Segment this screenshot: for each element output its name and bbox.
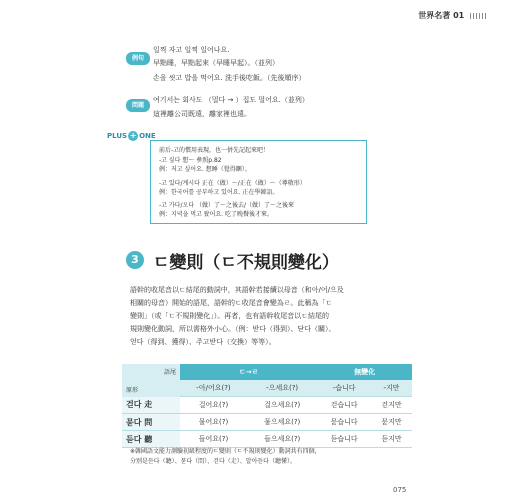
- table-row: [122, 431, 412, 448]
- table-cell: 묻지만: [371, 414, 412, 431]
- box-example-1: 例：저고 싶어요. 想睡（覺得睏）。: [159, 166, 251, 173]
- paragraph-line-3: 變則」（或「ㄷ不規則變化」）。再者，也有語幹收尾音以ㄷ結尾的: [130, 312, 330, 320]
- corner-bottom-label: 原形: [126, 386, 139, 394]
- table-cell: 물어요(?): [180, 414, 247, 431]
- note-line-1: ※韓國語文能力測驗初級程度的ㄷ變則（ㄷ不規則變化）動詞共有四個，: [130, 448, 321, 455]
- example-pill: 例句: [126, 52, 150, 65]
- row-header: 묻다 問: [122, 414, 180, 431]
- question-pill: 問題: [126, 99, 150, 112]
- example-line-2: 早點睡，早點起來（早睡早起）。（並列）: [153, 59, 279, 67]
- box-item-2: -고 있다/계시다 正在（做）～/正在（做）～（尊敬形）: [159, 180, 306, 187]
- one-text: ONE: [139, 132, 156, 140]
- table-cell: 들으세요(?): [247, 431, 317, 448]
- header-decoration: [470, 13, 488, 19]
- box-item-3: -고 가다/오다 （做）了～之後去/（做）了～之後來: [159, 202, 295, 209]
- row-header: 걷다 走: [122, 397, 180, 414]
- paragraph-line-2: 相關的母音）開始的語尾，語幹的ㄷ收尾音會變為ㄹ。此稱為「ㄷ: [130, 299, 333, 307]
- group-header-changed: ㄷ→ㄹ: [180, 364, 317, 380]
- note-line-2: 分別是듣다（聽）、묻다（問）、걷다（走）、알아듣다（聽懂）。: [130, 458, 296, 465]
- header-number: 01: [453, 11, 465, 20]
- page-number: 075: [393, 486, 407, 494]
- table-corner: [122, 364, 180, 397]
- table-cell: 듣지만: [371, 431, 412, 448]
- section-number-badge: 3: [126, 251, 144, 269]
- paragraph-line-5: 얻다（得到、獲得）、주고받다（交換）等等）。: [130, 338, 276, 346]
- table-row: [122, 397, 412, 414]
- column-header: -지만: [371, 380, 412, 397]
- paragraph-line-4: 規則變化動詞，所以需格外小心。（例：받다（得到）、닫다（關）、: [130, 325, 336, 333]
- column-header: -습니다: [317, 380, 371, 397]
- example-line-3: 손을 씻고 밥을 먹어요. 洗手後吃飯。（先後順序）: [153, 74, 306, 82]
- box-item-1: -고 싶다 想～ 參照p.82: [159, 157, 222, 164]
- box-intro: 前后-고的慣用表現，也一併先記起來吧！: [159, 147, 269, 154]
- table-cell: 걷지만: [371, 397, 412, 414]
- table-cell: 묻습니다: [317, 414, 371, 431]
- column-header: -으세요(?): [247, 380, 317, 397]
- question-line-2: 這裡離公司既遠，離家裡也遠。: [153, 110, 251, 118]
- table-cell: 듣습니다: [317, 431, 371, 448]
- row-header: 듣다 聽: [122, 431, 180, 448]
- conjugation-table: [122, 364, 412, 448]
- column-header: -아/어요(?): [180, 380, 247, 397]
- table-cell: 걷습니다: [317, 397, 371, 414]
- header-title: 世界名著: [418, 11, 451, 20]
- group-header-unchanged: 無變化: [317, 364, 412, 380]
- table-row: [122, 414, 412, 431]
- plus-one-label: [107, 131, 156, 141]
- section-title: ㄷ變則（ㄷ不規則變化）: [153, 253, 339, 273]
- running-header: [418, 10, 488, 21]
- plus-text: PLUS: [107, 132, 128, 140]
- example-line-1: 일찍 자고 일찍 일어나요.: [153, 46, 230, 54]
- table-cell: 걸어요(?): [180, 397, 247, 414]
- question-line-1: 여기서는 회사도 （멀다 → ）집도 멀어요.（並列）: [153, 96, 309, 104]
- corner-top-label: 語尾: [163, 369, 176, 376]
- box-example-3: 例：지녁을 먹고 왔어요. 吃了晚餐後才來。: [159, 211, 273, 218]
- plus-icon: +: [129, 131, 137, 140]
- box-example-2: 例：한국어를 공부하고 있어요. 正在學韓語。: [159, 189, 279, 196]
- paragraph-line-1: 語幹的收尾音以ㄷ結尾的動詞中，其語幹若接續以母音（和아/어/으及: [130, 286, 344, 294]
- table-cell: 걸으세요(?): [247, 397, 317, 414]
- table-cell: 들어요(?): [180, 431, 247, 448]
- table-cell: 물으세요(?): [247, 414, 317, 431]
- plus-one-box: [150, 140, 367, 224]
